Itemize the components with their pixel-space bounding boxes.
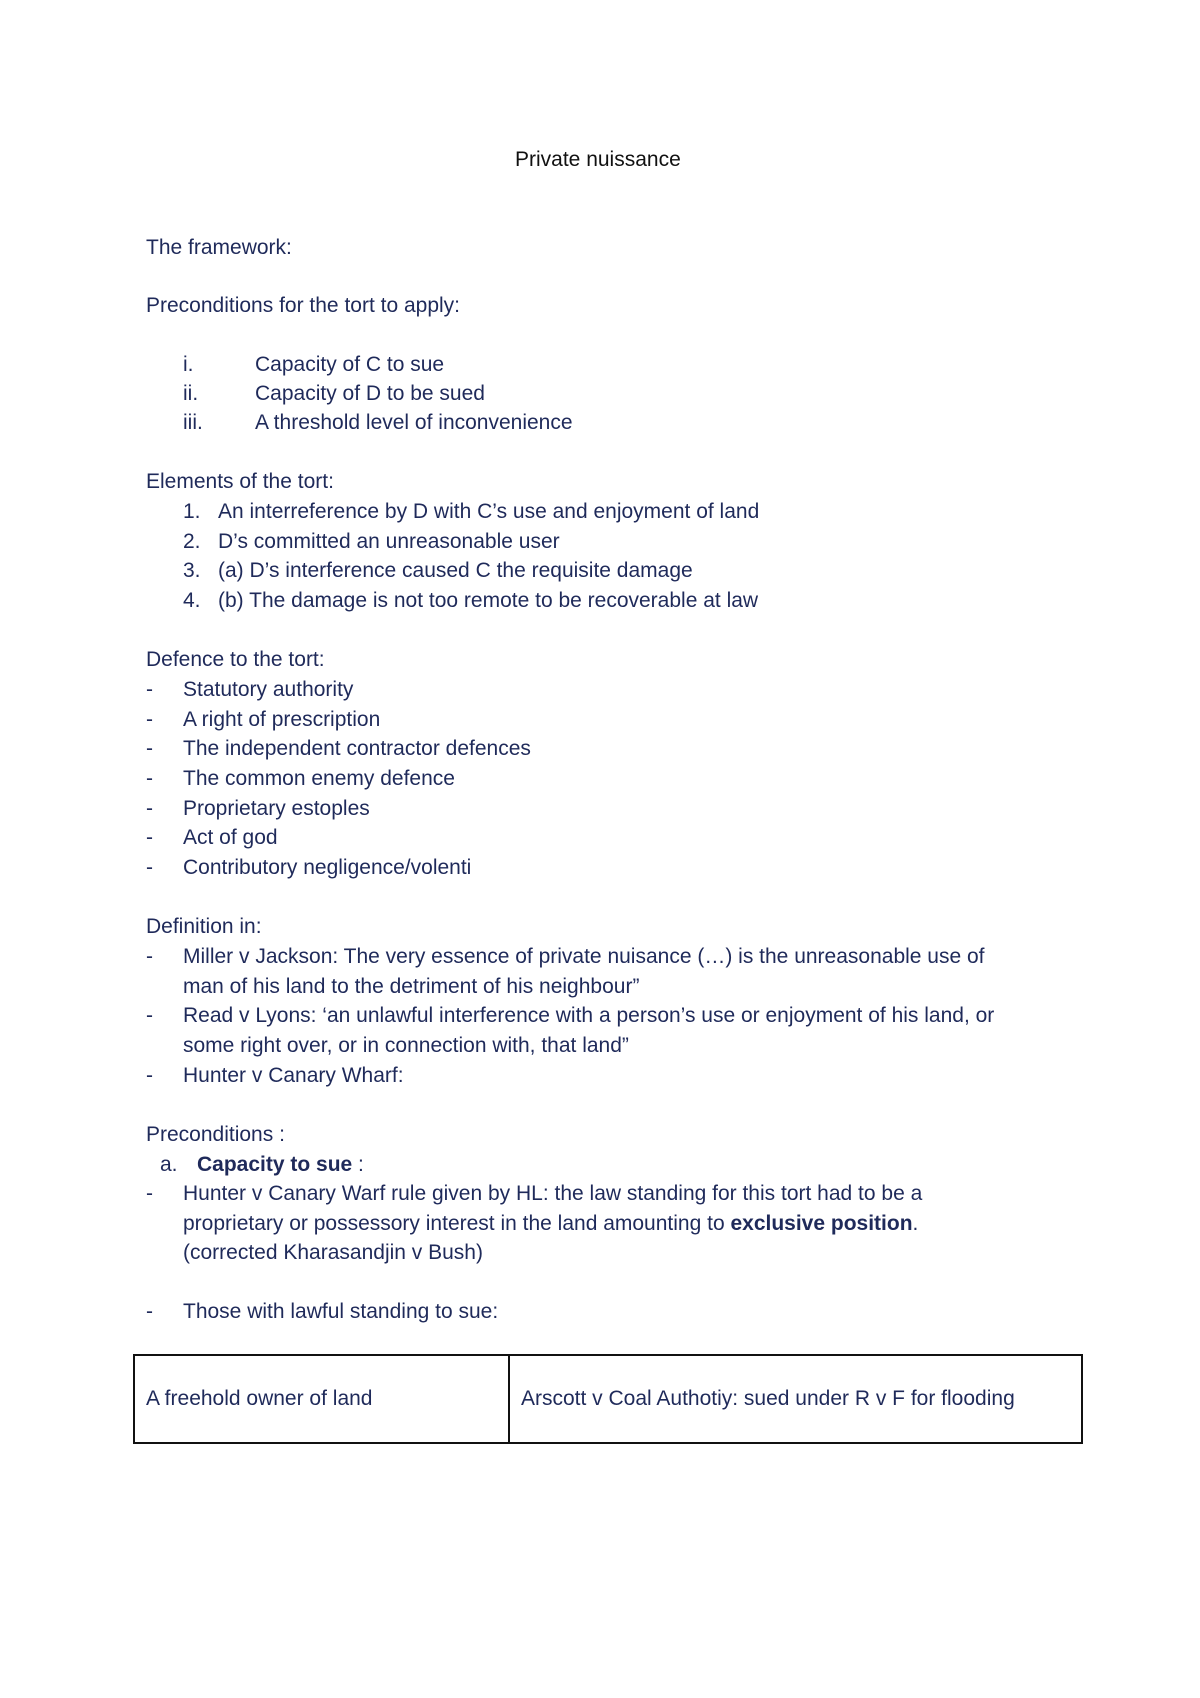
dash-bullet: - [146, 945, 153, 968]
dash-bullet: - [146, 1004, 153, 1027]
list-marker: 1. [183, 500, 201, 523]
list-marker: ii. [183, 382, 199, 405]
dash-bullet: - [146, 1182, 153, 1205]
capacity-label: Capacity to sue [197, 1153, 353, 1176]
hunter-rule-line1: Hunter v Canary Warf rule given by HL: the law standing for this tort had to be a [183, 1182, 923, 1205]
hunter-rule-end: . [912, 1212, 919, 1235]
dash-bullet: - [146, 856, 153, 879]
table-cell: A freehold owner of land [134, 1355, 509, 1443]
dash-bullet: - [146, 708, 153, 731]
list-item: D’s committed an unreasonable user [218, 530, 560, 553]
definition-item-read: Read v Lyons: ‘an unlawful interference with a person’s use or enjoyment of his land, or [183, 1004, 995, 1027]
defence-heading: Defence to the tort: [146, 648, 325, 671]
list-item: Capacity of D to be sued [255, 382, 485, 405]
table-row [134, 1355, 1082, 1443]
hunter-rule-bold: exclusive position [730, 1212, 913, 1235]
dash-bullet: - [146, 797, 153, 820]
elements-heading: Elements of the tort: [146, 470, 334, 493]
hunter-rule-line3: (corrected Kharasandjin v Bush) [183, 1241, 483, 1264]
dash-bullet: - [146, 737, 153, 760]
dash-bullet: - [146, 826, 153, 849]
framework-heading: The framework: [146, 236, 292, 259]
definition-item-hunter: Hunter v Canary Wharf: [183, 1064, 404, 1087]
list-marker: 4. [183, 589, 201, 612]
list-item: The common enemy defence [183, 767, 455, 790]
definition-item-miller-cont: man of his land to the detriment of his neighbour” [183, 975, 640, 998]
preconditions-heading: Preconditions for the tort to apply: [146, 294, 461, 317]
list-item: Proprietary estoples [183, 797, 370, 820]
list-item: An interreference by D with C’s use and enjoyment of land [218, 500, 760, 523]
list-item: Act of god [183, 826, 278, 849]
list-marker: i. [183, 353, 194, 376]
list-item: The independent contractor defences [183, 737, 531, 760]
list-item: Statutory authority [183, 678, 354, 701]
list-marker: 3. [183, 559, 201, 582]
list-item: A threshold level of inconvenience [255, 411, 573, 434]
standing-item: Those with lawful standing to sue: [183, 1300, 499, 1323]
list-item: Contributory negligence/volenti [183, 856, 472, 879]
hunter-rule-line2 [183, 1210, 918, 1238]
dash-bullet: - [146, 678, 153, 701]
list-item: (a) D’s interference caused C the requisite damage [218, 559, 693, 582]
list-marker: iii. [183, 411, 203, 434]
preconditions2-heading: Preconditions : [146, 1123, 285, 1146]
table-cell: Arscott v Coal Authotiy: sued under R v F for flooding [509, 1355, 1082, 1443]
list-item: Capacity of C to sue [255, 353, 445, 376]
list-item: (b) The damage is not too remote to be recoverable at law [218, 589, 759, 612]
capacity-suffix: : [352, 1153, 364, 1176]
standing-table [133, 1354, 1083, 1444]
definition-item-miller: Miller v Jackson: The very essence of private nuisance (…) is the unreasonable use of [183, 945, 985, 968]
page-title: Private nuissance [515, 148, 681, 171]
capacity-subheading [197, 1151, 364, 1179]
dash-bullet: - [146, 767, 153, 790]
dash-bullet: - [146, 1300, 153, 1323]
list-marker: 2. [183, 530, 201, 553]
list-item: A right of prescription [183, 708, 381, 731]
definition-heading: Definition in: [146, 915, 262, 938]
dash-bullet: - [146, 1064, 153, 1087]
list-marker: a. [160, 1153, 178, 1176]
definition-item-read-cont: some right over, or in connection with, that land” [183, 1034, 629, 1057]
hunter-rule-text: proprietary or possessory interest in the land amounting to [183, 1212, 731, 1235]
